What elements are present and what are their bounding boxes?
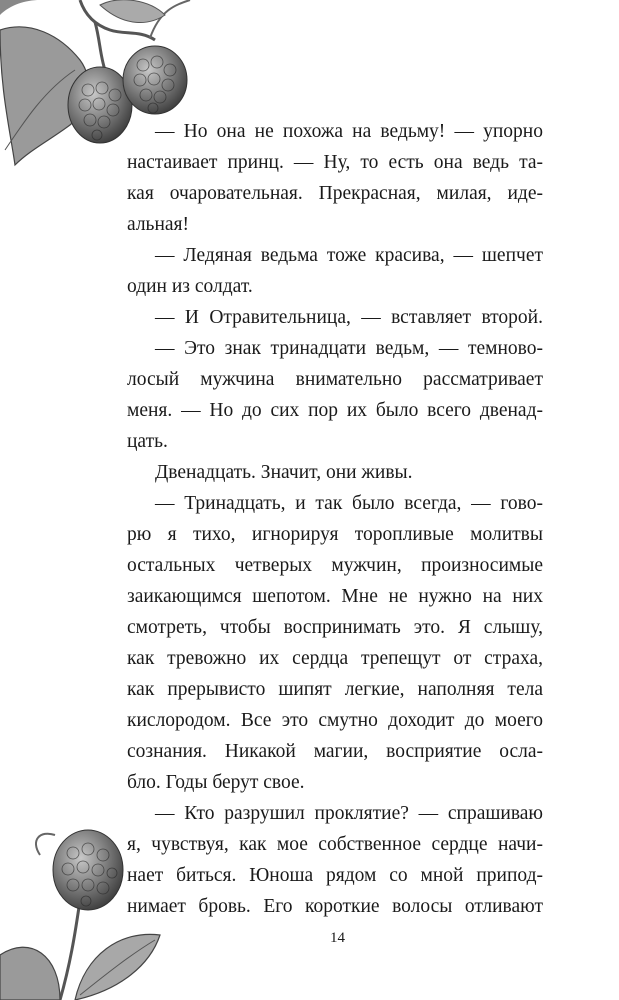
text-line: меня. — Но до сих пор их было всего двенад- (127, 400, 543, 421)
text-line: — Но она не похожа на ведьму! — упорно (155, 121, 543, 142)
text-line: я, чувствуя, как мое собственное сердце начи- (127, 834, 543, 855)
text-line: нает биться. Юноша рядом со мной припод- (127, 865, 543, 886)
text-line: — Это знак тринадцати ведьм, — темново- (155, 338, 543, 359)
text-line: остальных четверых мужчин, произносимые (127, 555, 543, 576)
text-line: бло. Годы берут свое. (127, 772, 305, 793)
text-line: смотреть, чтобы воспринимать это. Я слышу, (127, 617, 543, 638)
text-line: Двенадцать. Значит, они живы. (155, 462, 413, 483)
text-line: рю я тихо, игнорируя торопливые молитвы (127, 524, 543, 545)
text-line: как тревожно их сердца трепещут от страха, (127, 648, 543, 669)
text-line: альная! (127, 214, 190, 235)
text-line: кая очаровательная. Прекрасная, милая, иде- (127, 183, 543, 204)
text-line: кислородом. Все это смутно доходит до моего (127, 710, 543, 731)
text-line: лосый мужчина внимательно рассматривает (127, 369, 543, 390)
text-line: настаивает принц. — Ну, то есть она ведь та- (127, 152, 543, 173)
text-line: — Ледяная ведьма тоже красива, — шепчет (155, 245, 543, 266)
text-line: нимает бровь. Его короткие волосы отливают (127, 896, 543, 917)
text-line: один из солдат. (127, 276, 253, 297)
text-line: — Тринадцать, и так было всегда, — гово- (155, 493, 543, 514)
text-line: заикающимся шепотом. Мне не нужно на них (127, 586, 543, 607)
text-line: — Кто разрушил проклятие? — спрашиваю (155, 803, 543, 824)
page-number: 14 (330, 930, 345, 946)
text-line: сознания. Никакой магии, восприятие осла- (127, 741, 543, 762)
text-line: как прерывисто шипят легкие, наполняя тела (127, 679, 543, 700)
text-line: — И Отравительница, — вставляет второй. (155, 307, 543, 328)
text-line: цать. (127, 431, 168, 452)
